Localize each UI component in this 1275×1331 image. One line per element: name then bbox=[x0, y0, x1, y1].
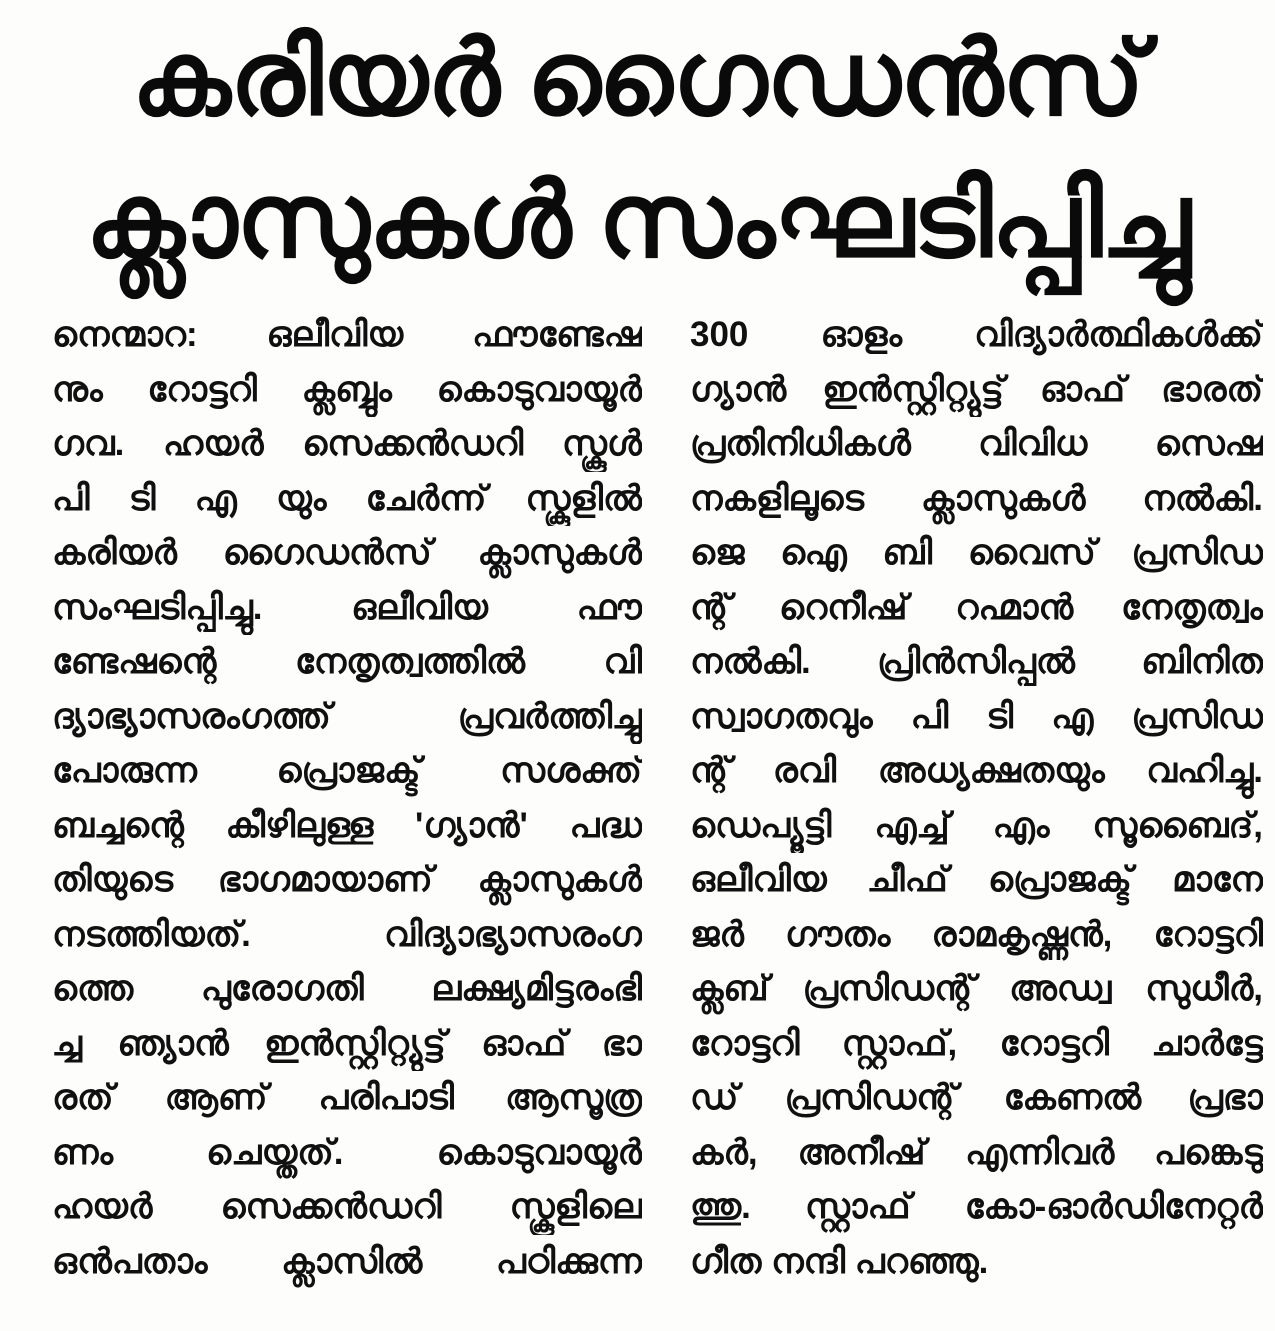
headline-line-1: കരിയർ ഗൈഡൻസ് bbox=[131, 21, 1144, 137]
body-line: ബച്ചന്റെ കീഴിലുള്ള 'ഗ്യാൻ' പദ്ധ bbox=[52, 805, 642, 845]
body-line: ഒൻപതാം ക്ലാസിൽ പഠിക്കുന്ന bbox=[52, 1241, 642, 1281]
body-line: ഹയർ സെക്കൻഡറി സ്കൂളിലെ bbox=[52, 1187, 642, 1226]
body-line: ണ്ടേഷന്റെ നേതൃത്വത്തിൽ വി bbox=[52, 642, 642, 681]
body-line: ഡെപ്യൂട്ടി എച്ച് എം സൂബൈദ്, bbox=[690, 805, 1263, 845]
body-line: ഡ് പ്രസിഡന്റ് കേണൽ പ്രഭാ bbox=[690, 1078, 1263, 1117]
body-line: പ്രതിനിധികൾ വിവിധ സെഷ bbox=[690, 424, 1263, 463]
body-line: തിയുടെ ഭാഗമായാണ് ക്ലാസുകൾ bbox=[52, 860, 642, 899]
body-line: ണം ചെയ്തത്. കൊടുവായൂർ bbox=[52, 1132, 642, 1172]
body-line: ഗീത നന്ദി പറഞ്ഞു. bbox=[690, 1241, 989, 1281]
body-line: ച്ച ഞ്യാൻ ഇൻസ്റ്റിറ്റ്യുട്ട് ഓഫ് ഭാ bbox=[52, 1023, 642, 1063]
headline-line-2: ക്ലാസുകൾ സംഘടിപ്പിച്ചു bbox=[85, 163, 1190, 279]
body-line: സംഘടിപ്പിച്ചു. ഒലീവിയ ഫൗ bbox=[52, 587, 642, 627]
body-line: നൽകി. പ്രിൻസിപ്പൽ ബിനിത bbox=[690, 642, 1263, 681]
body-line: കരിയർ ഗൈഡൻസ് ക്ലാസുകൾ bbox=[52, 533, 642, 572]
body-line: ദ്യാഭ്യാസരംഗത്ത് പ്രവർത്തിച്ചു bbox=[52, 696, 642, 736]
body-line: കർ, അനീഷ് എന്നിവർ പങ്കെടു bbox=[690, 1132, 1263, 1172]
body-line: ക്ലബ് പ്രസിഡന്റ് അഡ്വ സുധീർ, bbox=[690, 969, 1263, 1008]
body-line: ഒലീവിയ ചീഫ് പ്രൊജക്ട് മാനേ bbox=[690, 860, 1263, 899]
body-line: പോരുന്ന പ്രൊജക്ട് സശക്ത് bbox=[52, 751, 642, 790]
body-line: സ്വാഗതവും പി ടി എ പ്രസിഡ bbox=[690, 696, 1263, 736]
body-line: പി ടി എ യും ചേർന്ന് സ്കൂളിൽ bbox=[52, 478, 642, 518]
body-line: നകളിലൂടെ ക്ലാസുകൾ നൽകി. bbox=[690, 478, 1263, 518]
body-line: നെന്മാറ: ഒലീവിയ ഫൗണ്ടേഷ bbox=[52, 315, 642, 354]
article-column-right bbox=[690, 308, 1263, 1289]
body-line: ന്റ് റെനീഷ് റഹ്മാൻ നേതൃത്വം bbox=[690, 587, 1263, 627]
body-line: ത്തെ പുരോഗതി ലക്ഷ്യമിട്ടരംഭി bbox=[52, 969, 642, 1008]
body-line: ഗ്യാൻ ഇൻസ്റ്റിറ്റ്യുട്ട് ഓഫ് ഭാരത് bbox=[690, 369, 1263, 409]
body-line: രത് ആണ് പരിപാടി ആസൂത്ര bbox=[52, 1078, 642, 1117]
body-line: 300 ഓളം വിദ്യാർത്ഥികൾക്ക് bbox=[690, 315, 1263, 354]
body-line: ന്റ് രവി അധ്യക്ഷതയും വഹിച്ചു. bbox=[690, 751, 1263, 790]
article-body bbox=[0, 292, 1275, 1289]
article-column-left bbox=[52, 308, 642, 1289]
body-line: റോട്ടറി സ്റ്റാഫ്, റോട്ടറി ചാർട്ടേ bbox=[690, 1023, 1263, 1063]
body-line: ഗവ. ഹയർ സെക്കൻഡറി സ്കൂൾ bbox=[52, 424, 642, 463]
body-line: ജർ ഗൗതം രാമകൃഷ്ണൻ, റോട്ടറി bbox=[690, 914, 1263, 954]
body-line: നും റോട്ടറി ക്ലബ്ബും കൊടുവായൂർ bbox=[52, 369, 642, 409]
body-line: ജെ ഐ ബി വൈസ് പ്രസിഡ bbox=[690, 533, 1263, 572]
article-headline bbox=[0, 0, 1275, 292]
body-line: ത്തു. സ്റ്റാഫ് കോ-ഓർഡിനേറ്റർ bbox=[690, 1187, 1263, 1226]
body-line: നടത്തിയത്. വിദ്യാഭ്യാസരംഗ bbox=[52, 914, 642, 954]
